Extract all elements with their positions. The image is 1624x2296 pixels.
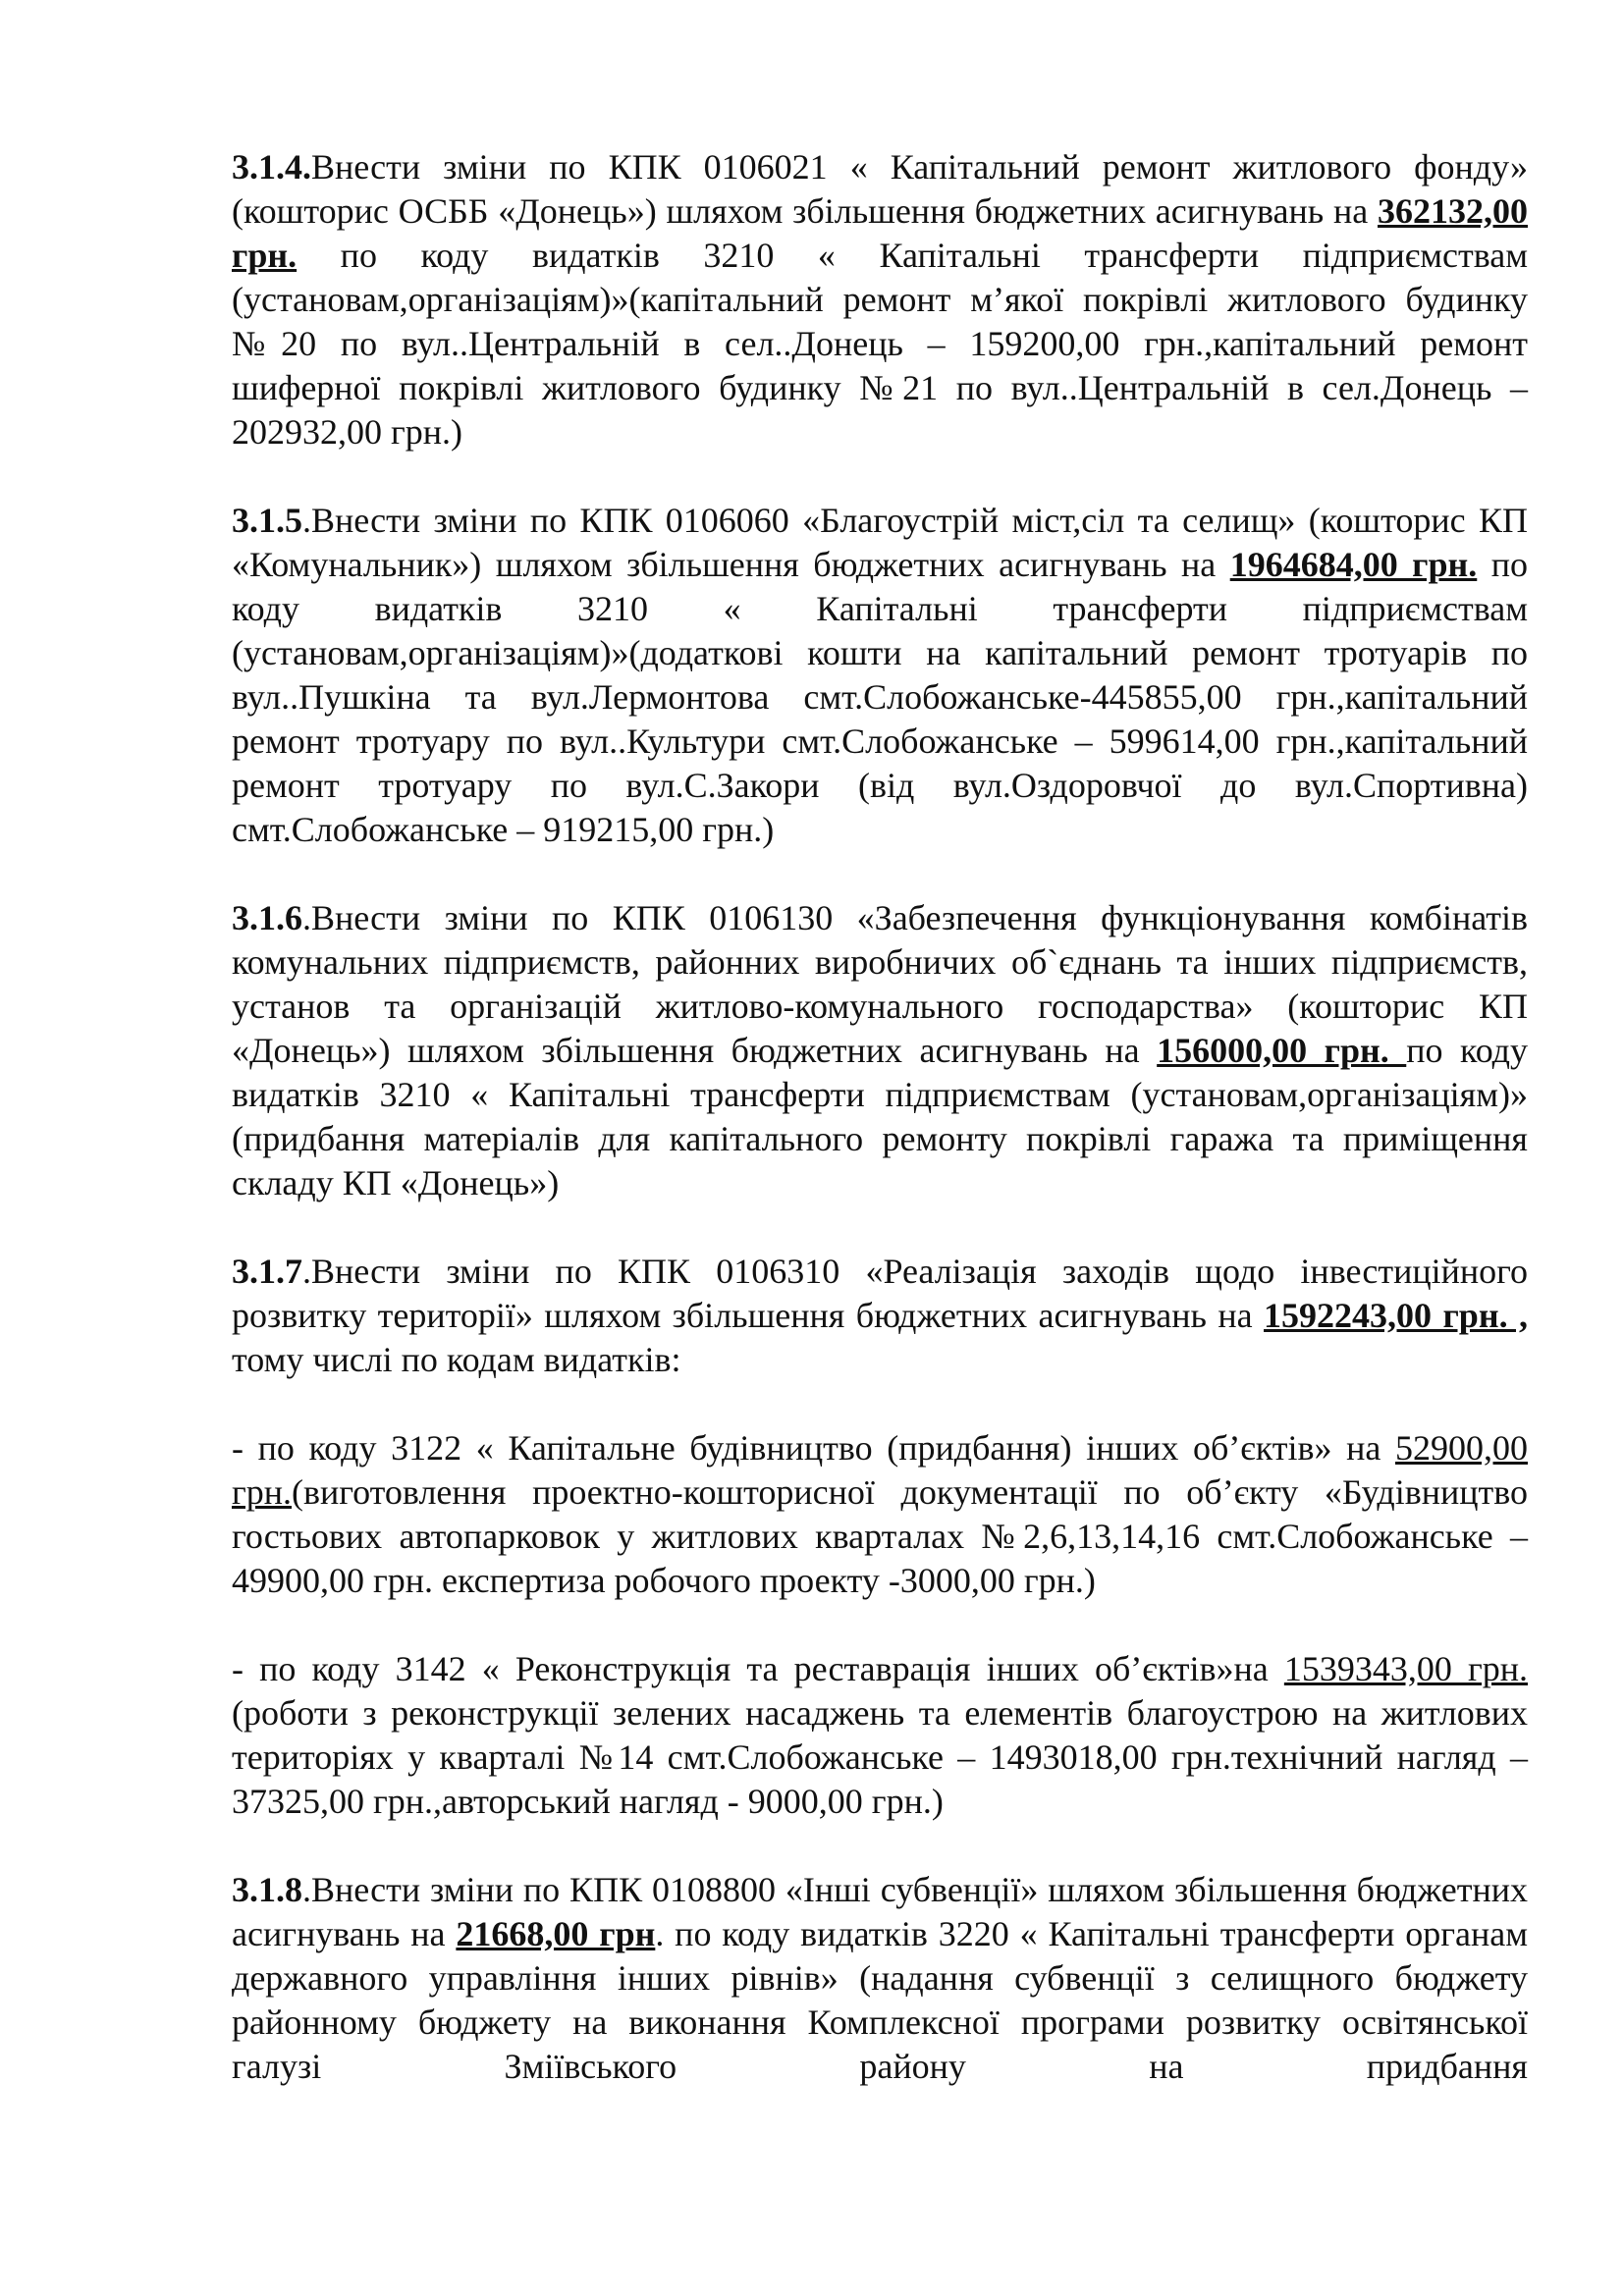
paragraph-lead: .Внести зміни по КПК 0108800 «Інші субвенції» шляхом збільшення бюджетних асигнувань на [232,1870,1528,1953]
paragraph-tail: по коду видатків 3210 « Капітальні трансферти підприємствам (установам,організаціям)»(додаткові кошти на капітальний ремонт тротуарів по вул..Пушкіна та вул.Лермонтова смт.Слобожанське-445855,00 грн.,капітальний ремонт тротуару по вул..Культури смт.Слобожанське – 599614,00 грн.,капітальний ремонт тротуару по вул.С.Закори (від вул.Оздоровчої до вул.Спортивна) смт.Слобожанське – 919215,00 грн.) [232,545,1528,849]
paragraph-tail: по коду видатків 3210 « Капітальні трансферти підприємствам (установам,організаціям)»(капітальний ремонт м’якої покрівлі житлового будинку №20 по вул..Центральній в сел..Донець – 159200,00 грн.,капітальний ремонт шиферної покрівлі житлового будинку №21 по вул..Центральній в сел.Донець – 202932,00 грн.) [232,236,1528,452]
paragraph-amount: 362132,00 грн. [232,191,1528,275]
paragraph-lead: - по коду 3142 « Реконструкція та реставрація інших об’єктів»на [232,1649,1284,1688]
paragraph-3-1-6 [232,896,1528,1205]
paragraph-3-1-5 [232,499,1528,852]
paragraph-lead: .Внести зміни по КПК 0106130 «Забезпечення функціонування комбінатів комунальних підприємств, районних виробничих об`єднань та інших підприємств, установ та організацій житлово-комунального господарства» (кошторис КП «Донець») шляхом збільшення бюджетних асигнувань на [232,898,1528,1070]
paragraph-number: 3.1.6 [232,898,302,937]
paragraph-amount: 1964684,00 грн. [1229,545,1478,584]
document-page [232,145,1528,2133]
paragraph-number: 3.1.7 [232,1252,302,1291]
paragraph-3-1-8 [232,1868,1528,2089]
paragraph-lead: Внести зміни по КПК 0106021 « Капітальний ремонт житлового фонду» (кошторис ОСББ «Донець») шляхом збільшення бюджетних асигнувань на [232,147,1528,231]
paragraph-tail: по коду видатків 3210 « Капітальні трансферти підприємствам (установам,організаціям)» (придбання матеріалів для капітального ремонту покрівлі гаража та приміщення складу КП «Донець») [232,1031,1528,1202]
paragraph-number: 3.1.4. [232,147,311,187]
paragraph-lead: .Внести зміни по КПК 0106060 «Благоустрій міст,сіл та селищ» (кошторис КП «Комунальник») шляхом збільшення бюджетних асигнувань на [232,501,1528,584]
paragraph-tail: (роботи з реконструкції зелених насаджень та елементів благоустрою на житлових територіях у кварталі №14 смт.Слобожанське – 1493018,00 грн.технічний нагляд – 37325,00 грн.,авторський нагляд - 9000,00 грн.) [232,1693,1528,1821]
paragraph-amount: 1539343,00 грн. [1283,1649,1528,1688]
paragraph-code-3142 [232,1647,1528,1824]
paragraph-amount: 1592243,00 грн. , [1264,1296,1528,1335]
paragraph-lead: - по коду 3122 « Капітальне будівництво (придбання) інших об’єктів» на [232,1428,1395,1468]
paragraph-amount: 52900,00 грн. [232,1428,1528,1512]
paragraph-tail: (виготовлення проектно-кошторисної документації по об’єкту «Будівництво гостьових автопарковок у житлових кварталах №2,6,13,14,16 смт.Слобожанське – 49900,00 грн. експертиза робочого проекту -3000,00 грн.) [232,1472,1528,1600]
paragraph-3-1-7 [232,1250,1528,1382]
paragraph-number: 3.1.5 [232,501,302,540]
paragraph-amount: 21668,00 грн [456,1914,656,1953]
paragraph-tail: тому числі по кодам видатків: [232,1340,681,1379]
paragraph-amount: 156000,00 грн. [1157,1031,1407,1070]
paragraph-code-3122 [232,1426,1528,1603]
paragraph-number: 3.1.8 [232,1870,302,1909]
paragraph-3-1-4 [232,145,1528,454]
paragraph-tail: . по коду видатків 3220 « Капітальні трансферти органам державного управління інших рівнів» (надання субвенції з селищного бюджету районному бюджету на виконання Комплексної програми розвитку освітянської галузі Зміївського району на придбання [232,1914,1528,2086]
paragraph-lead: .Внести зміни по КПК 0106310 «Реалізація заходів щодо інвестиційного розвитку території» шляхом збільшення бюджетних асигнувань на [232,1252,1528,1335]
